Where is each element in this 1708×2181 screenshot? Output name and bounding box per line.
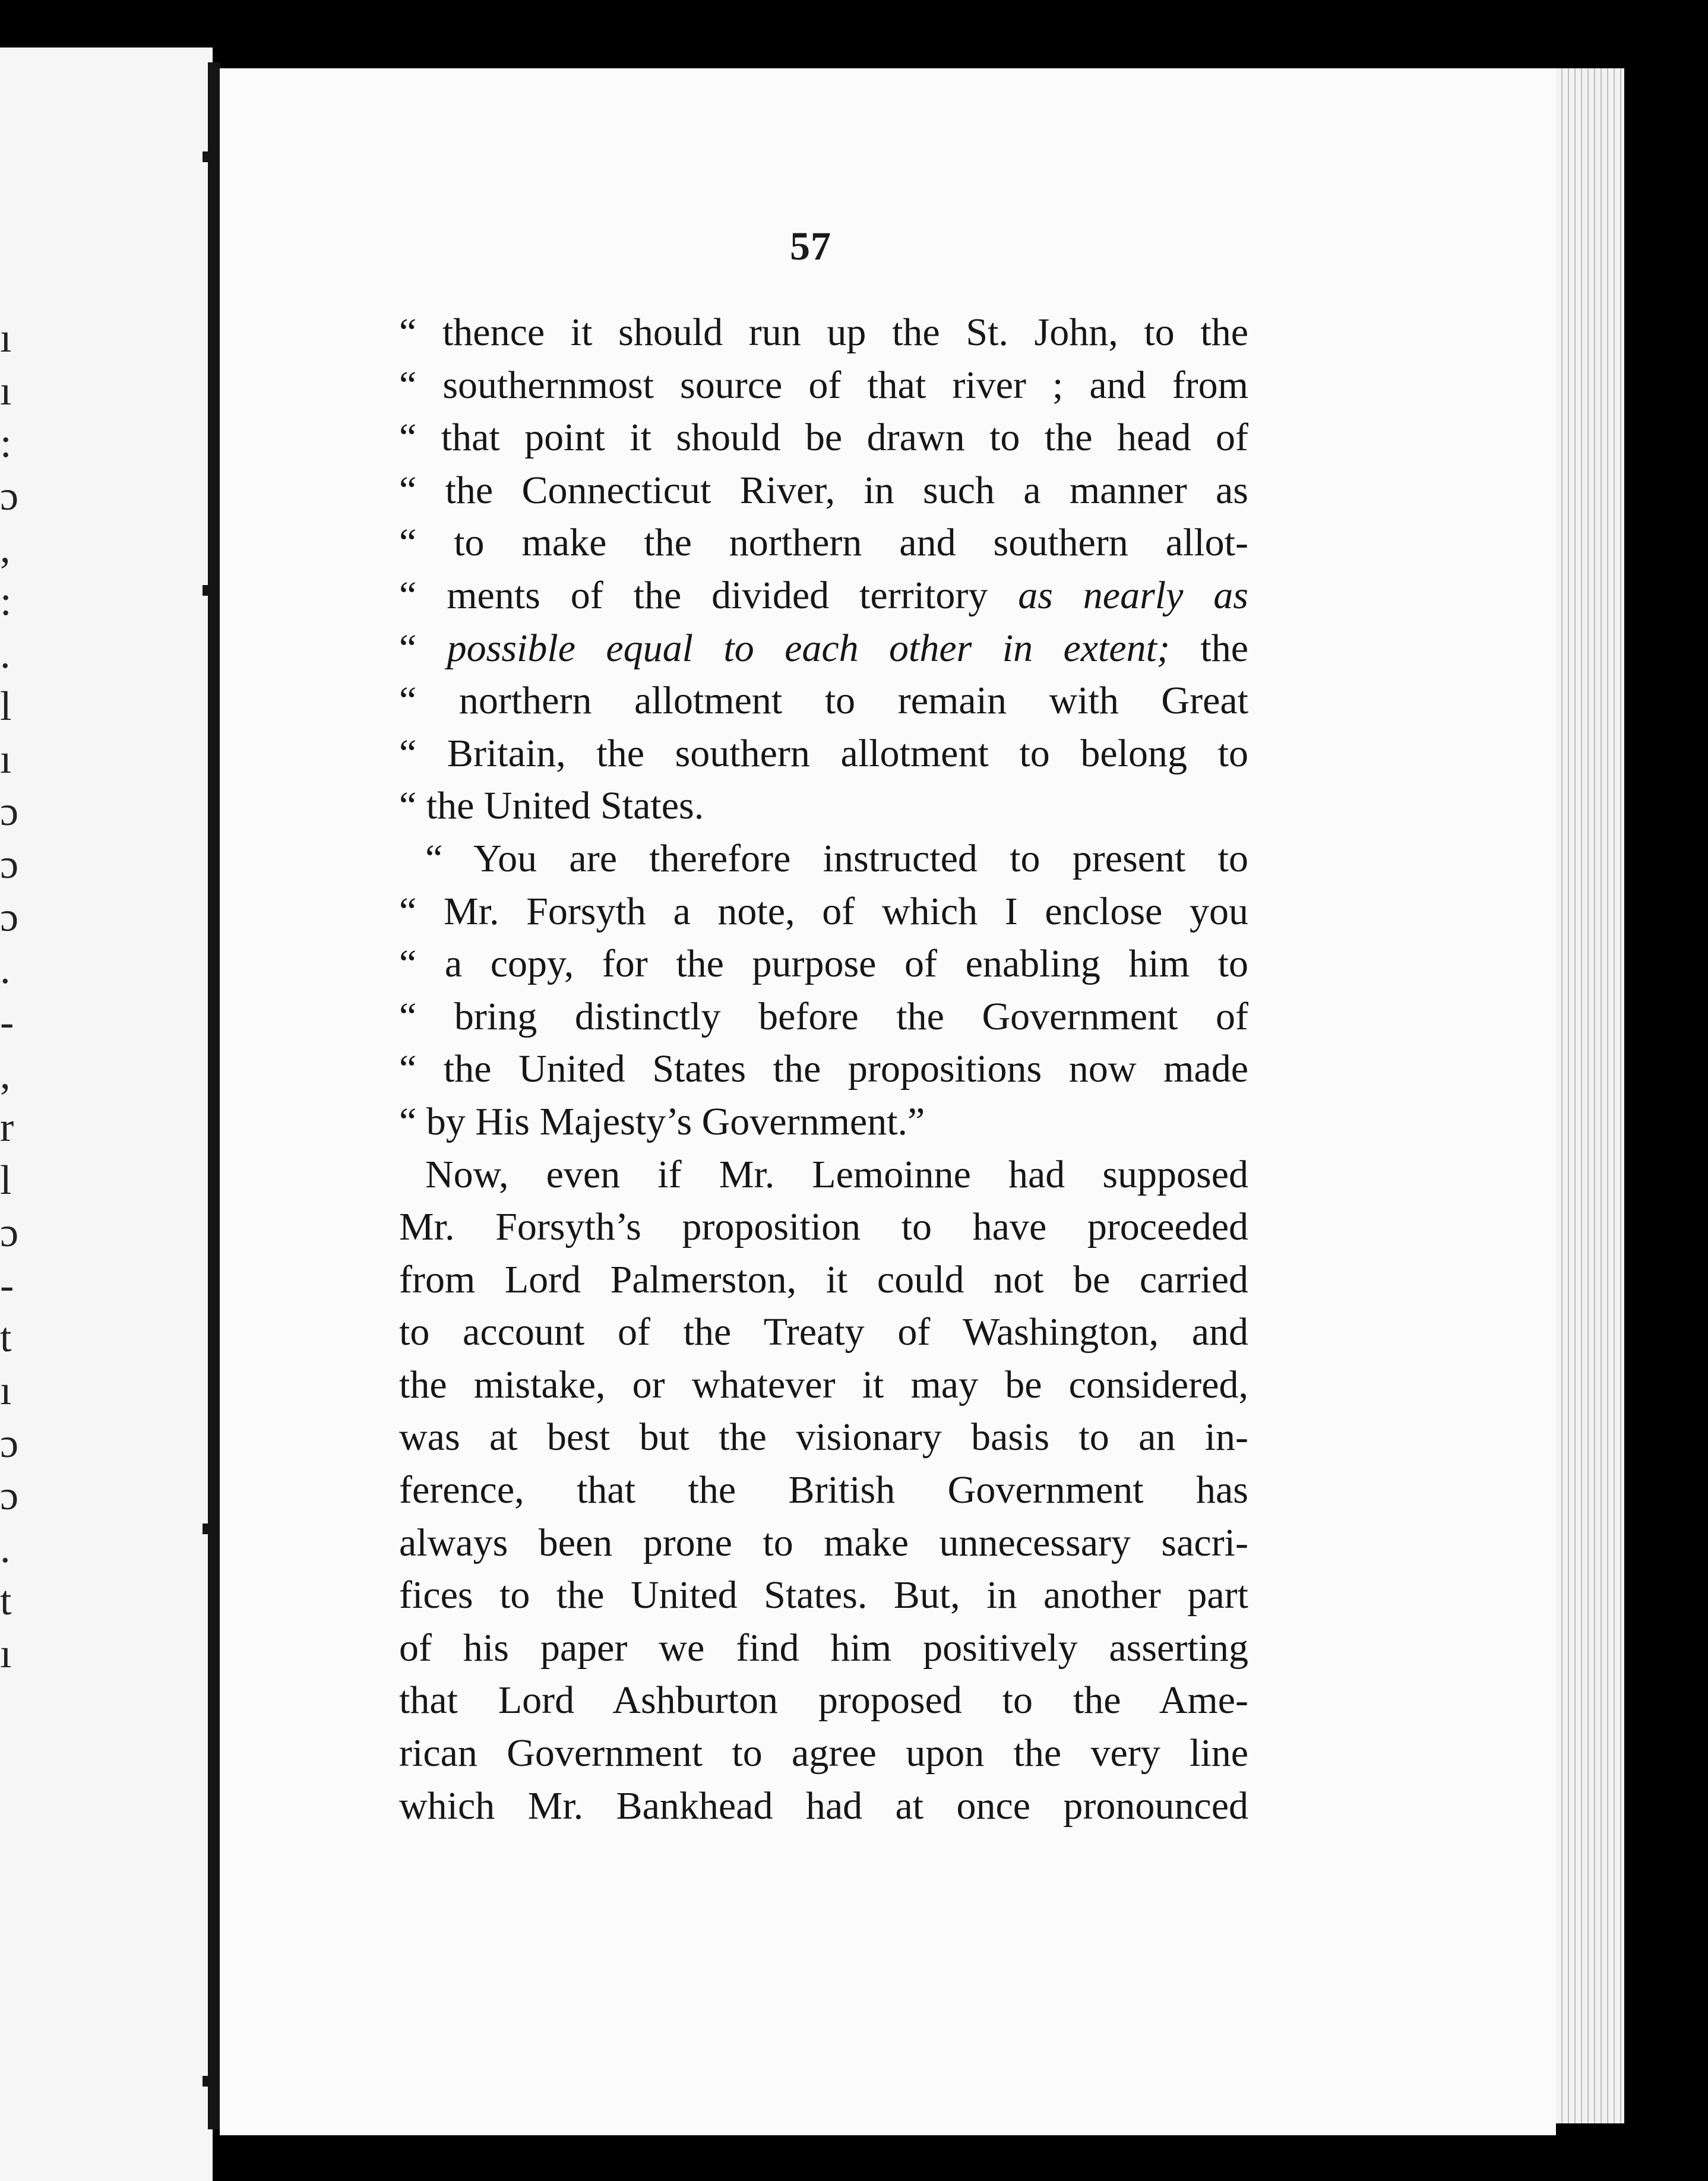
- edge-glyph: ɔ: [0, 842, 19, 887]
- edge-glyph: ɔ: [0, 473, 19, 519]
- left-page-edge-text: [0, 48, 24, 2181]
- italic-text-run: possible equal to each other in extent;: [447, 626, 1170, 670]
- text-line: ference, that the British Government has: [399, 1468, 1248, 1512]
- edge-glyph: ı: [0, 736, 12, 782]
- text-line: “ that point it should be drawn to the head of: [399, 416, 1248, 460]
- edge-glyph: .: [0, 1525, 11, 1572]
- body-text: [399, 306, 1248, 1832]
- text-line: always been prone to make unnecessary sacri-: [399, 1521, 1248, 1564]
- text-line: “ the Connecticut River, in such a manner as: [399, 468, 1248, 512]
- text-line: “ a copy, for the purpose of enabling him to: [399, 942, 1248, 986]
- edge-glyph: ı: [0, 1631, 12, 1677]
- text-line: Now, even if Mr. Lemoinne had supposed: [425, 1152, 1248, 1196]
- text-line: of his paper we find him positively asserting: [399, 1626, 1248, 1670]
- text-line: “ by His Majesty’s Government.”: [399, 1099, 925, 1143]
- edge-glyph: l: [0, 684, 12, 730]
- edge-glyph: ɔ: [0, 1473, 19, 1519]
- edge-glyph: ɔ: [0, 789, 19, 835]
- edge-glyph: ı: [0, 368, 12, 414]
- edge-glyph: ,: [0, 1052, 11, 1098]
- edge-glyph: -: [0, 999, 14, 1045]
- page-edges: [1556, 68, 1624, 2123]
- edge-glyph: :: [0, 579, 12, 624]
- edge-glyph: ı: [0, 315, 12, 361]
- text-line: “ northern allotment to remain with Great: [399, 679, 1248, 723]
- book-gutter: [208, 62, 220, 2129]
- text-line: from Lord Palmerston, it could not be carried: [399, 1257, 1248, 1301]
- text-line: [399, 622, 1248, 675]
- text-run: “ ments of the divided territory: [399, 573, 1019, 617]
- text-line: “ bring distinctly before the Government of: [399, 994, 1248, 1038]
- left-page: [0, 48, 213, 2181]
- edge-glyph: ı: [0, 1368, 12, 1414]
- text-line: “ Mr. Forsyth a note, of which I enclose you: [399, 889, 1248, 933]
- text-line: Mr. Forsyth’s proposition to have proceeded: [399, 1205, 1248, 1249]
- text-line: “ the United States.: [399, 784, 704, 828]
- italic-text-run: as nearly as: [1018, 573, 1248, 617]
- edge-glyph: ɔ: [0, 1420, 19, 1466]
- text-line: “ Britain, the southern allotment to belong to: [399, 731, 1248, 775]
- edge-glyph: -: [0, 1262, 14, 1308]
- text-line: “ You are therefore instructed to present to: [425, 836, 1248, 880]
- text-line: “ the United States the propositions now made: [399, 1047, 1248, 1091]
- edge-glyph: r: [0, 1105, 14, 1150]
- edge-glyph: .: [0, 947, 11, 993]
- edge-glyph: :: [0, 421, 12, 467]
- edge-glyph: .: [0, 631, 11, 677]
- text-run: “: [399, 626, 447, 670]
- edge-glyph: l: [0, 1157, 12, 1203]
- text-run: the: [1169, 626, 1248, 670]
- text-line: was at best but the visionary basis to an in-: [399, 1415, 1248, 1459]
- edge-glyph: ,: [0, 526, 11, 572]
- edge-glyph: t: [0, 1315, 12, 1361]
- text-line: which Mr. Bankhead had at once pronounced: [399, 1784, 1248, 1828]
- text-line: fices to the United States. But, in another part: [399, 1573, 1248, 1617]
- edge-glyph: t: [0, 1578, 12, 1624]
- edge-glyph: ɔ: [0, 1210, 19, 1256]
- text-line: that Lord Ashburton proposed to the Ame-: [399, 1679, 1248, 1722]
- edge-glyph: ɔ: [0, 894, 19, 940]
- text-line: “ to make the northern and southern allot-: [399, 521, 1248, 565]
- text-line: “ southernmost source of that river ; and from: [399, 363, 1248, 407]
- text-line: to account of the Treaty of Washington, and: [399, 1310, 1248, 1354]
- page-number: 57: [790, 223, 831, 268]
- text-line: the mistake, or whatever it may be considered,: [399, 1363, 1248, 1406]
- text-line: “ thence it should run up the St. John, to the: [399, 311, 1248, 354]
- text-line: [399, 570, 1248, 622]
- text-line: rican Government to agree upon the very line: [399, 1731, 1248, 1775]
